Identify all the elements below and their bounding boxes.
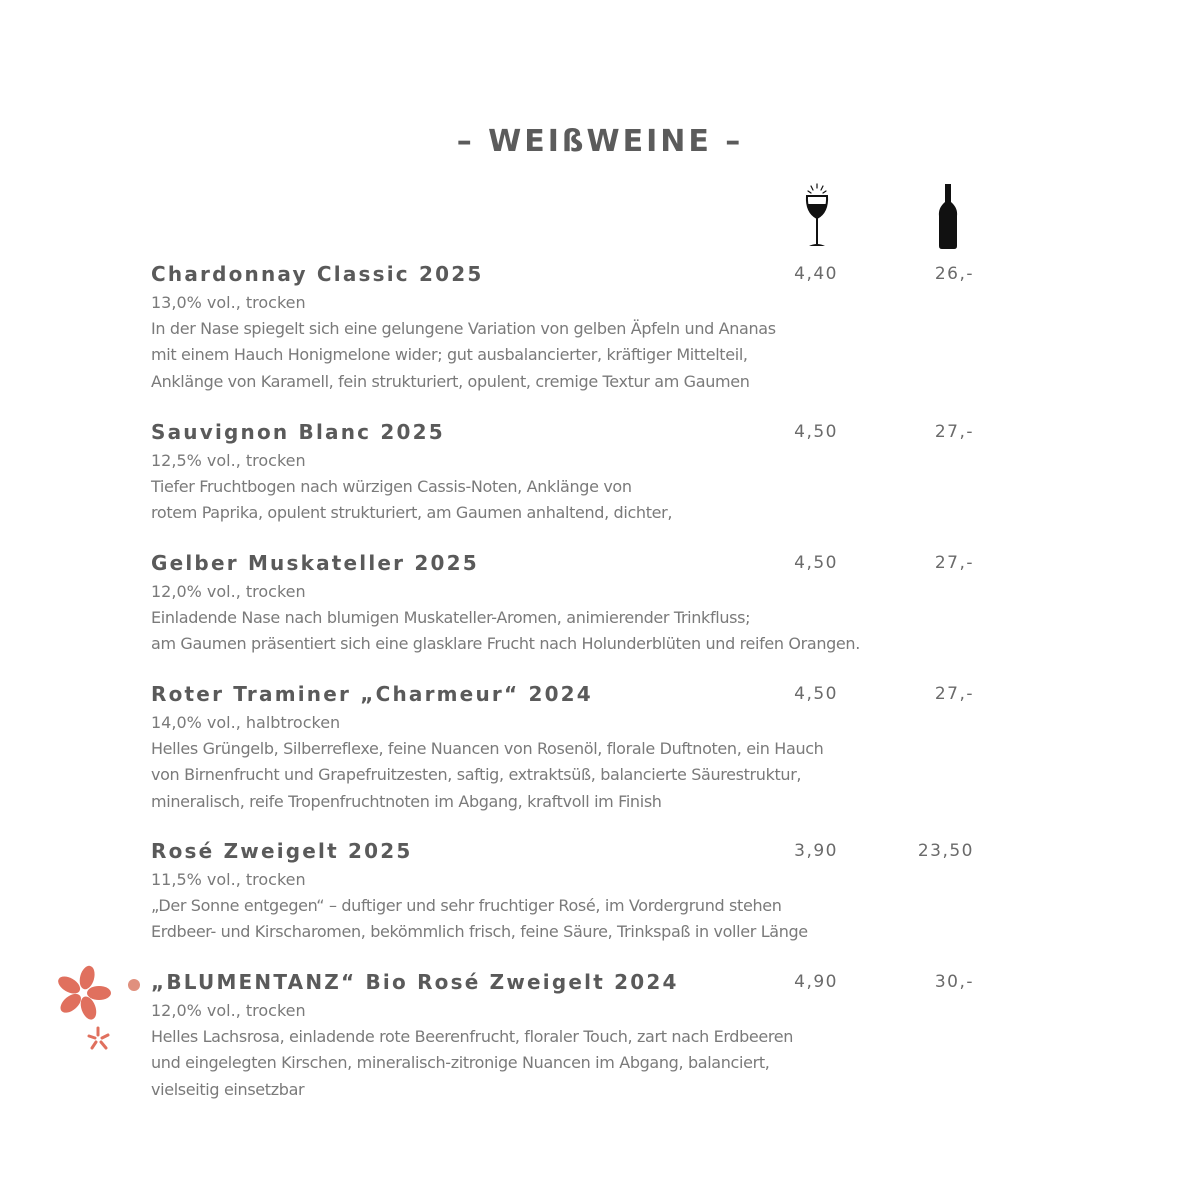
wine-name: Gelber Muskateller 2025 (151, 551, 479, 575)
wine-name: „BLUMENTANZ“ Bio Rosé Zweigelt 2024 (151, 970, 679, 994)
highlight-dot (128, 979, 140, 991)
wine-item (151, 262, 981, 395)
wine-meta: 14,0% vol., halbtrocken (151, 713, 341, 732)
description-line: Einladende Nase nach blumigen Muskateller-Aromen, animierender Trinkfluss; (151, 608, 751, 627)
price-bottle: 27,- (934, 553, 974, 573)
description-line: mineralisch, reife Tropenfruchtnoten im Abgang, kraftvoll im Finish (151, 791, 662, 811)
price-glass: 4,50 (794, 684, 838, 704)
price-glass: 4,40 (794, 264, 838, 284)
wine-description (151, 316, 981, 395)
wine-meta: 11,5% vol., trocken (151, 870, 306, 889)
price-bottle: 26,- (934, 264, 974, 284)
description-line: Helles Lachsrosa, einladende rote Beerenfrucht, floraler Touch, zart nach Erdbeeren (151, 1027, 794, 1046)
price-glass: 4,50 (794, 422, 838, 442)
wine-description (151, 474, 981, 527)
wine-description (151, 605, 981, 658)
description-line: Anklänge von Karamell, fein strukturiert, opulent, cremige Textur am Gaumen (151, 371, 750, 391)
price-bottle: 27,- (934, 684, 974, 704)
description-line: am Gaumen präsentiert sich eine glasklare Frucht nach Holunderblüten und reifen Orangen. (151, 634, 860, 654)
wine-meta: 12,0% vol., trocken (151, 582, 306, 601)
price-glass: 3,90 (794, 841, 838, 861)
description-line: vielseitig einsetzbar (151, 1079, 305, 1099)
wine-glass-icon (803, 182, 831, 256)
wine-name: Roter Traminer „Charmeur“ 2024 (151, 682, 593, 706)
flower-icon (52, 962, 114, 1028)
description-line: Tiefer Fruchtbogen nach würzigen Cassis-Noten, Anklänge von (151, 477, 632, 496)
price-bottle: 23,50 (917, 841, 974, 861)
wine-name: Chardonnay Classic 2025 (151, 262, 484, 286)
description-line: In der Nase spiegelt sich eine gelungene Variation von gelben Äpfeln und Ananas (151, 319, 776, 338)
wine-meta: 13,0% vol., trocken (151, 293, 306, 312)
wine-bottle-icon (933, 182, 963, 256)
price-glass: 4,50 (794, 553, 838, 573)
wine-item (151, 551, 981, 658)
wine-name: Rosé Zweigelt 2025 (151, 839, 413, 863)
wine-item (151, 970, 981, 1103)
wine-item (151, 420, 981, 527)
price-bottle: 30,- (934, 972, 974, 992)
wine-name: Sauvignon Blanc 2025 (151, 420, 445, 444)
price-glass: 4,90 (794, 972, 838, 992)
price-bottle: 27,- (934, 422, 974, 442)
wine-meta: 12,5% vol., trocken (151, 451, 306, 470)
description-line: Helles Grüngelb, Silberreflexe, feine Nuancen von Rosenöl, florale Duftnoten, ein Hauch (151, 739, 824, 758)
page-title: – WEIßWEINE – (456, 124, 744, 159)
description-line: mit einem Hauch Honigmelone wider; gut ausbalancierter, kräftiger Mittelteil, (151, 345, 748, 365)
description-line: Erdbeer- und Kirscharomen, bekömmlich frisch, feine Säure, Trinkspaß in voller Länge (151, 922, 808, 942)
small-flower-icon (84, 1024, 114, 1058)
wine-item (151, 682, 981, 815)
wine-item (151, 839, 981, 946)
wine-description (151, 736, 981, 815)
wine-description (151, 1024, 981, 1103)
wine-meta: 12,0% vol., trocken (151, 1001, 306, 1020)
description-line: rotem Paprika, opulent strukturiert, am Gaumen anhaltend, dichter, (151, 503, 673, 523)
description-line: und eingelegten Kirschen, mineralisch-zitronige Nuancen im Abgang, balanciert, (151, 1053, 770, 1073)
description-line: „Der Sonne entgegen“ – duftiger und sehr fruchtiger Rosé, im Vordergrund stehen (151, 896, 782, 915)
description-line: von Birnenfrucht und Grapefruitzesten, saftig, extraktsüß, balancierte Säurestruktur, (151, 765, 802, 785)
wine-description (151, 893, 981, 946)
